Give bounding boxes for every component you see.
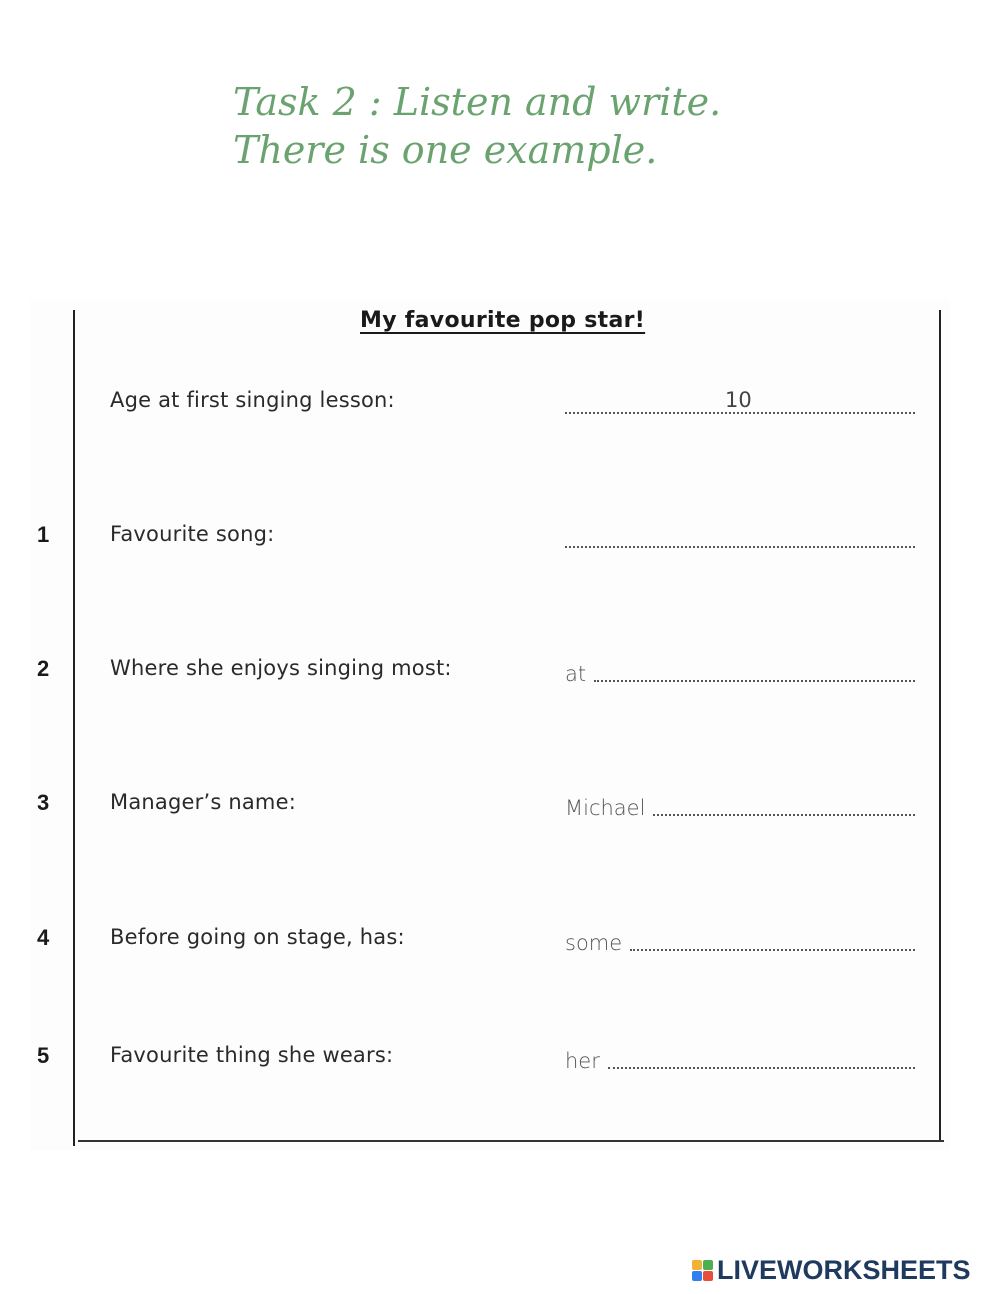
worksheet-right-border <box>939 310 941 1142</box>
worksheet-left-border <box>73 310 75 1146</box>
worksheet-title: My favourite pop star! <box>360 308 646 333</box>
question-row <box>0 522 1000 562</box>
task-title <box>233 78 721 174</box>
question-label: Before going on stage, has: <box>110 925 405 949</box>
logo-square <box>703 1260 713 1270</box>
question-row <box>0 790 1000 830</box>
answer-dotted-line[interactable] <box>565 546 915 548</box>
question-number: 3 <box>37 790 50 815</box>
question-row <box>0 1043 1000 1083</box>
answer-prefix: some <box>565 931 623 955</box>
task-title-line2: There is one example. <box>233 128 658 172</box>
example-dotted-line <box>565 388 915 414</box>
example-answer <box>565 388 915 418</box>
answer-dotted-line[interactable] <box>608 1067 915 1069</box>
worksheet-bottom-border <box>78 1140 944 1142</box>
question-number: 2 <box>37 656 50 681</box>
answer-prefix: her <box>565 1049 600 1073</box>
answer-prefix: Michael <box>565 796 646 820</box>
question-label: Where she enjoys singing most: <box>110 656 452 680</box>
answer-dotted-line[interactable] <box>653 814 915 816</box>
question-label: Manager’s name: <box>110 790 296 814</box>
answer-field-1[interactable] <box>565 522 915 552</box>
question-number: 4 <box>37 925 50 950</box>
question-number: 1 <box>37 522 50 547</box>
logo-square <box>692 1271 702 1281</box>
example-value: 10 <box>725 388 752 412</box>
logo-square <box>692 1260 702 1270</box>
question-number: 5 <box>37 1043 50 1068</box>
question-row <box>0 656 1000 696</box>
answer-field-5[interactable] <box>565 1043 915 1073</box>
answer-field-3[interactable] <box>565 790 915 820</box>
example-row <box>0 388 1000 428</box>
example-label: Age at first singing lesson: <box>110 388 395 412</box>
answer-field-4[interactable] <box>565 925 915 955</box>
answer-dotted-line[interactable] <box>630 949 915 951</box>
question-label: Favourite thing she wears: <box>110 1043 394 1067</box>
logo-square <box>703 1271 713 1281</box>
task-title-line1: Task 2 : Listen and write. <box>233 80 722 124</box>
liveworksheets-logo <box>692 1255 971 1285</box>
liveworksheets-logo-text: LIVEWORKSHEETS <box>717 1254 971 1285</box>
answer-prefix: at <box>565 662 587 686</box>
question-row <box>0 925 1000 965</box>
answer-field-2[interactable] <box>565 656 915 686</box>
answer-dotted-line[interactable] <box>594 680 915 682</box>
liveworksheets-logo-icon <box>692 1260 713 1281</box>
question-label: Favourite song: <box>110 522 275 546</box>
